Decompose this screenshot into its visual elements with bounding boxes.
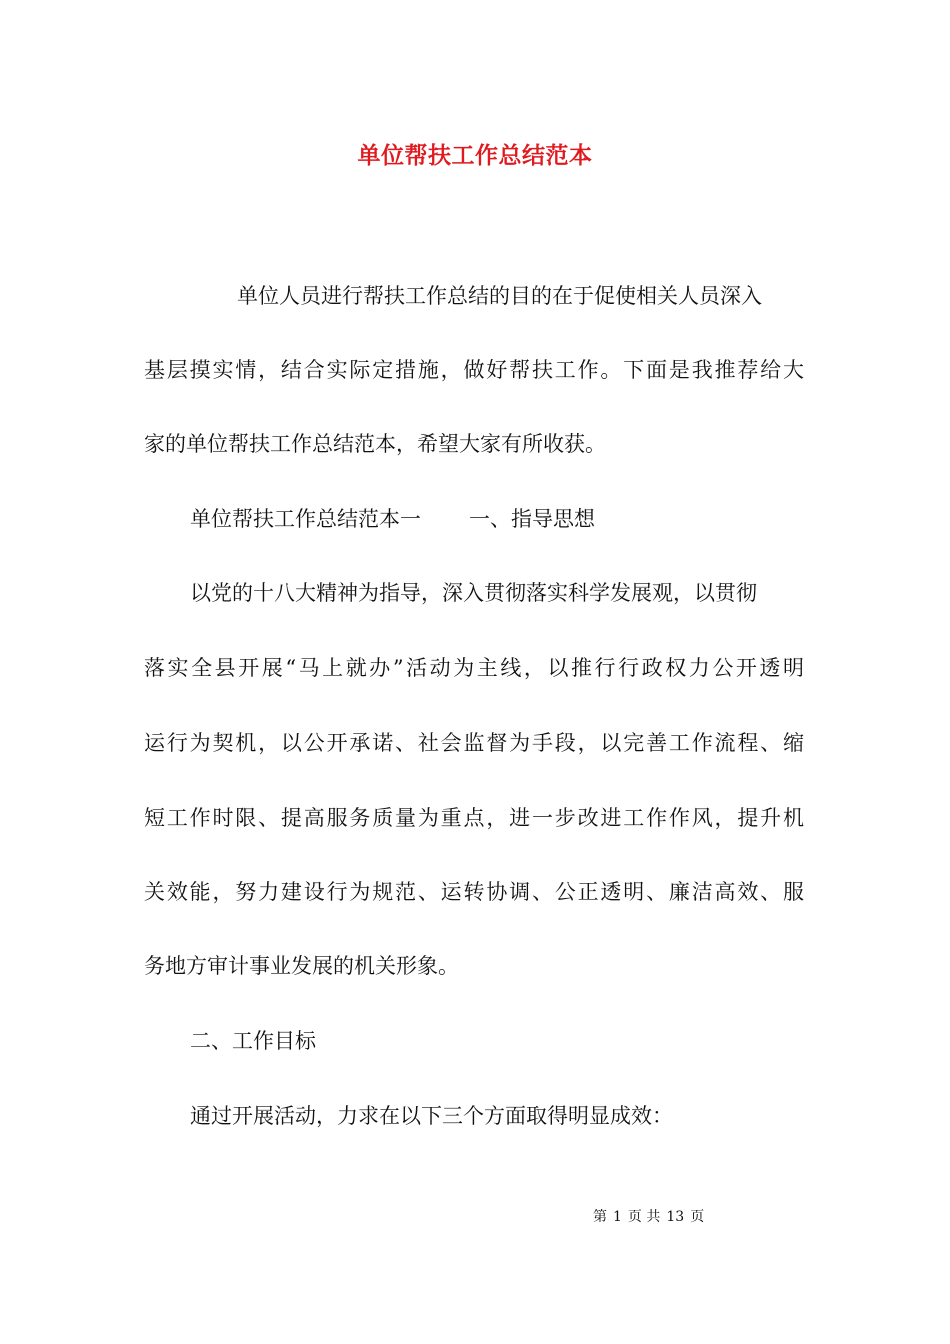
footer-total-pages: 13: [666, 1209, 685, 1225]
section1-para-line-6: 务地方审计事业发展的机关形象。: [144, 954, 459, 978]
intro-line-1: 单位人员进行帮扶工作总结的目的在于促使相关人员深入: [237, 284, 762, 308]
section2-para: 通过开展活动，力求在以下三个方面取得明显成效：: [190, 1104, 673, 1128]
section1-heading-right: 一、指导思想: [469, 507, 595, 531]
intro-line-3: 家的单位帮扶工作总结范本，希望大家有所收获。: [144, 432, 606, 456]
page-footer: [593, 1206, 710, 1226]
footer-page-number: 1: [613, 1209, 622, 1225]
section2-heading: 二、工作目标: [190, 1029, 316, 1053]
footer-middle: 页 共: [627, 1209, 661, 1225]
section1-para-line-1: 以党的十八大精神为指导，深入贯彻落实科学发展观，以贯彻: [190, 581, 757, 605]
document-title: 单位帮扶工作总结范本: [357, 142, 593, 169]
section1-heading-left: 单位帮扶工作总结范本一: [190, 507, 421, 531]
section1-para-line-4: 短工作时限、提高服务质量为重点，进一步改进工作作风，提升机: [144, 806, 804, 830]
footer-prefix: 第: [593, 1209, 607, 1225]
section1-para-line-5: 关效能，努力建设行为规范、运转协调、公正透明、廉洁高效、服: [144, 880, 804, 904]
section1-para-line-2: 落实全县开展“马上就办”活动为主线，以推行行政权力公开透明: [144, 656, 804, 680]
footer-suffix: 页: [690, 1209, 705, 1225]
section1-para-line-3: 运行为契机，以公开承诺、社会监督为手段，以完善工作流程、缩: [144, 731, 804, 755]
intro-line-2: 基层摸实情，结合实际定措施，做好帮扶工作。下面是我推荐给大: [144, 358, 804, 382]
section1-heading: [190, 504, 595, 534]
